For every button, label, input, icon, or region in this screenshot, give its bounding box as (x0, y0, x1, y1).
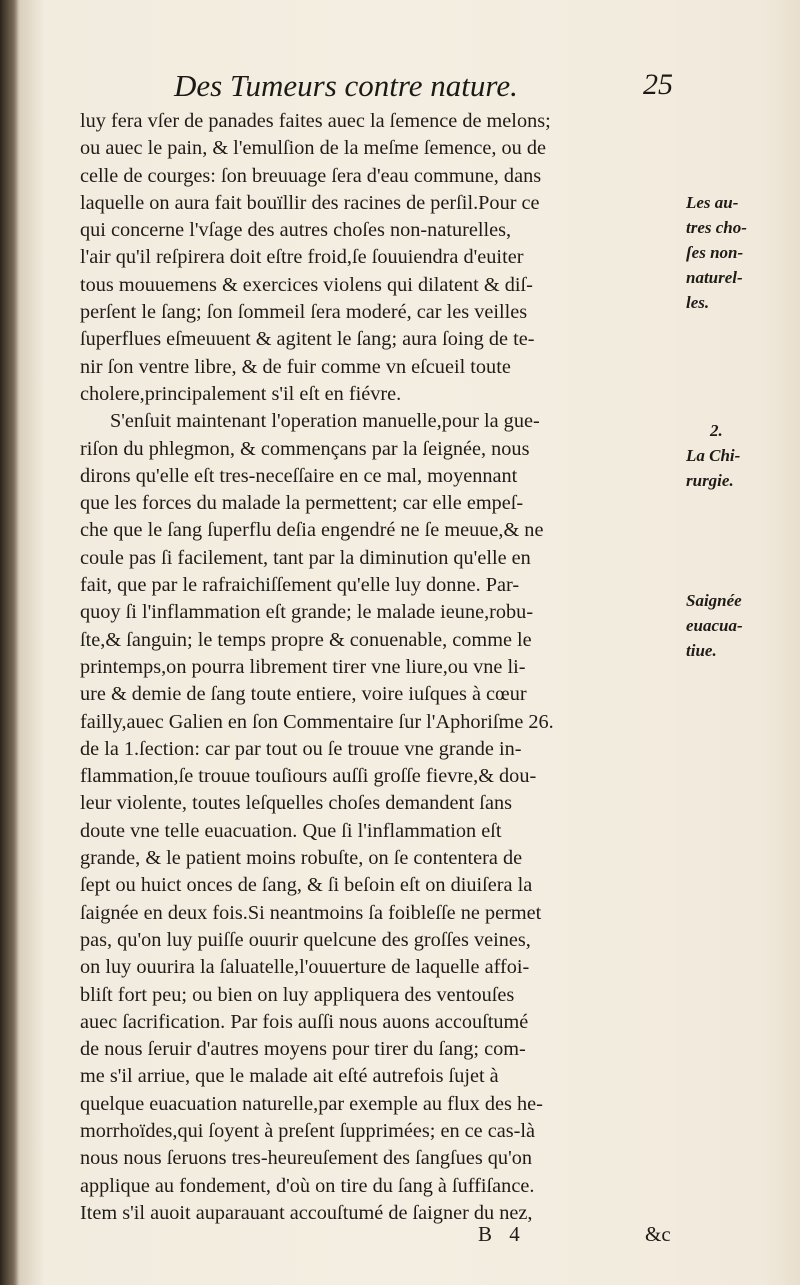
text-line: leur violente, toutes leſquelles choſes demandent ſans (80, 792, 512, 815)
margin-note-surgery (686, 418, 796, 493)
text-line: l'air qu'il reſpirera doit eſtre froid,ſe ſouuiendra d'euiter (80, 246, 524, 269)
margin-note-line: La Chi- (686, 446, 741, 465)
text-line: que les forces du malade la permettent; car elle empeſ- (80, 492, 524, 515)
text-line: auec ſacrification. Par fois auſſi nous auons accouſtumé (80, 1010, 529, 1033)
running-title: Des Tumeurs contre nature. (174, 68, 518, 103)
text-line: riſon du phlegmon, & commençans par la ſeignée, nous (80, 437, 530, 460)
margin-note-line: ſes non- (686, 243, 744, 262)
text-line: cholere,principalement s'il eſt en fiévre. (80, 382, 402, 405)
margin-note-line: tiue. (686, 641, 717, 660)
text-line: laquelle on aura fait bouïllir des racines de perſil.Pour ce (80, 191, 540, 214)
text-line: on luy ouurira la ſaluatelle,l'ouuerture de laquelle affoi- (80, 956, 530, 979)
signature-mark: B 4 (478, 1222, 526, 1246)
text-line: ſept ou huict onces de ſang, & ſi beſoin eſt on diuiſera la (80, 874, 533, 897)
text-line: quelque euacuation naturelle,par exemple au flux des he- (80, 1092, 543, 1115)
text-line: dirons qu'elle eſt tres-neceſſaire en ce mal, moyennant (80, 464, 518, 487)
text-line: me s'il arriue, que le malade ait eſté autrefois ſujet à (80, 1065, 499, 1088)
text-line: doute vne telle euacuation. Que ſi l'inflammation eſt (80, 819, 502, 842)
binding-edge (0, 0, 18, 1285)
margin-note-line: Saignée (686, 591, 742, 610)
text-line: ure & demie de ſang toute entiere, voire iuſques à cœur (80, 683, 527, 706)
text-line: che que le ſang ſuperflu deſia engendré ne ſe meuue,& ne (80, 519, 544, 542)
text-line: pas, qu'on luy puiſſe ouurir quelcune des groſſes veines, (80, 928, 531, 951)
margin-note-line: tres cho- (686, 218, 747, 237)
page-footer (470, 1222, 800, 1252)
text-line: grande, & le patient moins robuſte, on ſe contentera de (80, 847, 523, 870)
text-line: nir ſon ventre libre, & de fuir comme vn eſcueil toute (80, 355, 511, 378)
main-text (80, 108, 672, 1227)
text-line: bliſt fort peu; ou bien on luy appliquera des ventouſes (80, 983, 515, 1006)
text-line: luy fera vſer de panades faites auec la ſemence de melons; (80, 110, 551, 132)
text-line: fait, que par le rafraichiſſement qu'elle luy donne. Par- (80, 574, 520, 597)
text-line: morrhoïdes,qui ſoyent à preſent ſupprimées; en ce cas-là (80, 1119, 536, 1142)
text-line: de la 1.ſection: car par tout ou ſe trouue vne grande in- (80, 737, 522, 760)
text-line: coule pas ſi facilement, tant par la diminution qu'elle en (80, 546, 531, 569)
text-line: failly,auec Galien en ſon Commentaire ſur l'Aphoriſme 26. (80, 710, 554, 733)
page-header (160, 62, 700, 106)
margin-note-line: euacua- (686, 616, 743, 635)
margin-note-line: les. (686, 293, 710, 312)
margin-note-other-things (686, 190, 796, 315)
text-line: perſent le ſang; ſon ſommeil ſera moderé, car les veilles (80, 301, 528, 324)
text-line: S'enſuit maintenant l'operation manuelle,pour la gue- (110, 410, 540, 433)
page-number: 25 (643, 68, 673, 101)
text-line: flammation,ſe trouue touſiours auſſi groſſe fievre,& dou- (80, 765, 537, 788)
text-line: qui concerne l'vſage des autres choſes non-naturelles, (80, 219, 512, 242)
margin-note-bleeding (686, 588, 796, 663)
text-line: printemps,on pourra librement tirer vne liure,ou vne li- (80, 655, 526, 678)
margin-note-line: Les au- (686, 193, 739, 212)
text-line: celle de courges: ſon breuuage ſera d'eau commune, dans (80, 164, 542, 187)
text-line: applique au fondement, d'où on tire du ſang à ſuffiſance. (80, 1174, 535, 1197)
text-line: nous nous ſeruons tres-heureuſement des ſangſues qu'on (80, 1147, 533, 1170)
text-line: ſte,& ſanguin; le temps propre & conuenable, comme le (80, 628, 532, 651)
text-line: Item s'il auoit auparauant accouſtumé de ſaigner du nez, (80, 1201, 533, 1224)
margin-note-line: rurgie. (686, 471, 734, 490)
text-line: quoy ſi l'inflammation eſt grande; le malade ieune,robu- (80, 601, 534, 624)
margin-note-line: naturel- (686, 268, 743, 287)
margin-note-line: 2. (710, 421, 723, 440)
text-line: ou auec le pain, & l'emulſion de la meſme ſemence, ou de (80, 137, 547, 160)
catchword: &c (645, 1222, 671, 1246)
text-line: de nous ſeruir d'autres moyens pour tirer du ſang; com- (80, 1038, 526, 1061)
text-line: tous mouuemens & exercices violens qui dilatent & diſ- (80, 273, 533, 296)
text-line: ſuperflues eſmeuuent & agitent le ſang; aura ſoing de te- (80, 328, 535, 351)
text-line: ſaignée en deux fois.Si neantmoins ſa foibleſſe ne permet (80, 901, 542, 924)
